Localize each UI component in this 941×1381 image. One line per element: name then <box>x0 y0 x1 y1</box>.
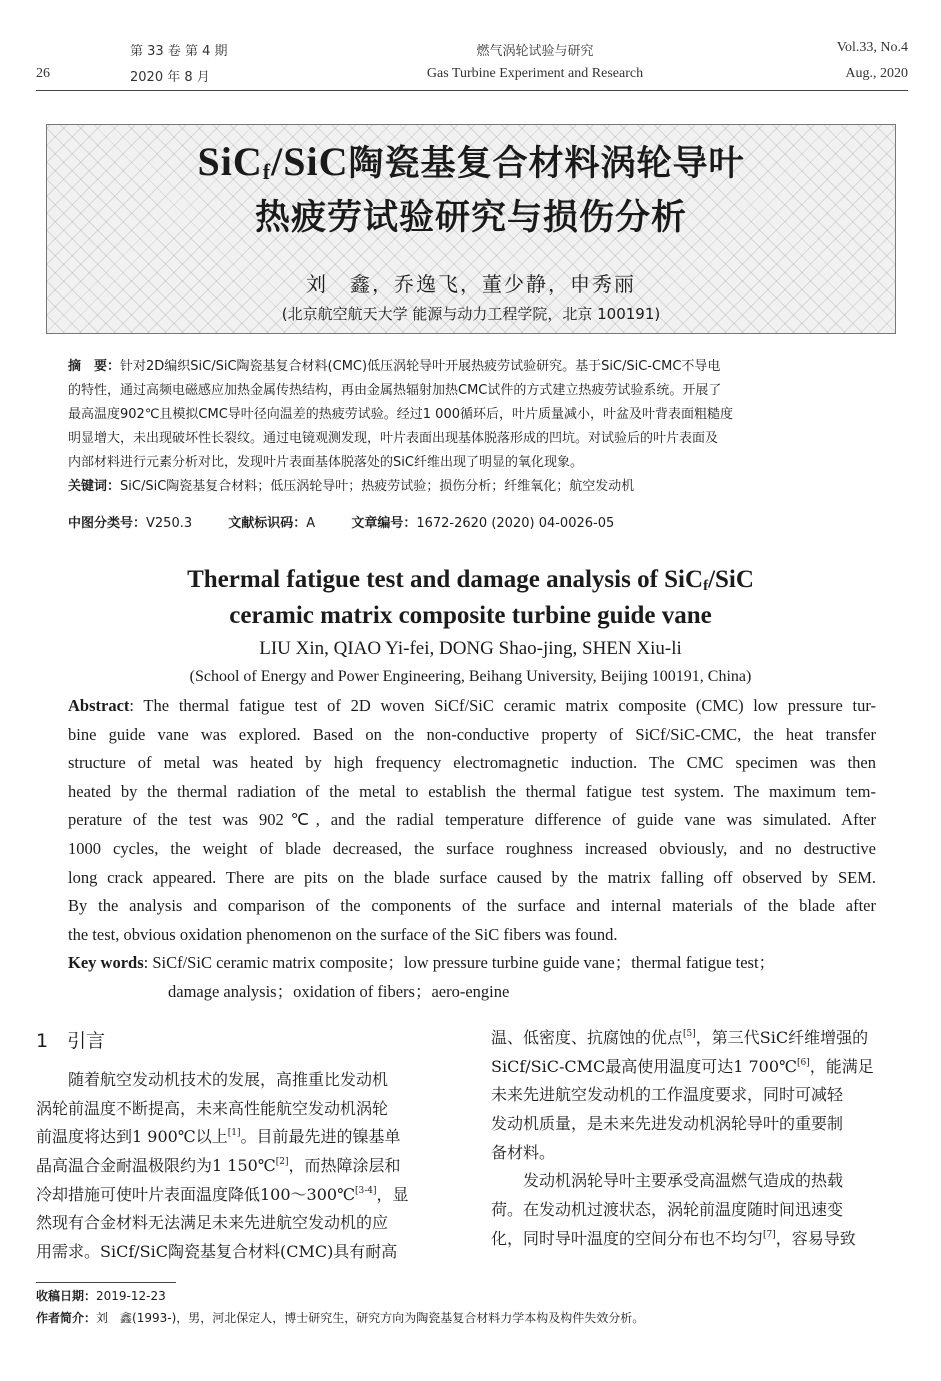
volume-en: Vol.33, No.4 <box>836 40 908 55</box>
abstract-en-line: By the analysis and comparison of the components of the surface and internal materials of the blade after <box>68 896 876 916</box>
abstract-en-line: perature of the test was 902℃, and the radial temperature difference of guide vane was simulated. After <box>68 810 876 830</box>
keywords-en: Key words: SiCf/SiC ceramic matrix composite；low pressure turbine guide vane；thermal fatigue test； <box>68 953 776 973</box>
section-heading-introduction: 1 引言 <box>36 1030 106 1052</box>
affiliation-cn: (北京航空航天大学 能源与动力工程学院，北京 100191) <box>281 305 661 323</box>
body-text-line: 发动机质量，是未来先进发动机涡轮导叶的重要制 <box>491 1114 844 1134</box>
abstract-en-line: 1000 cycles, the weight of blade decreased, the surface roughness increased obviously, and no destructive <box>68 838 876 858</box>
abstract-cn-line: 摘 要：针对2D编织SiC/SiC陶瓷基复合材料(CMC)低压涡轮导叶开展热疲劳试验研究。基于SiC/SiC-CMC不导电 <box>68 359 721 374</box>
abstract-en-line: heated by the thermal radiation of the metal to establish the thermal fatigue test system. The maximum tem- <box>68 781 876 801</box>
body-text-line: SiCf/SiC-CMC最高使用温度可达1 700℃[6]，能满足 <box>491 1056 874 1076</box>
footnote-rule <box>36 1282 176 1283</box>
abstract-en-line: long crack appeared. There are pits on the blade surface caused by the matrix falling off observed by SEM. <box>68 867 876 887</box>
abstract-cn-line: 的特性，通过高频电磁感应加热金属传热结构，再由金属热辐射加热CMC试件的方式建立热疲劳试验系统。开展了 <box>68 383 722 398</box>
body-text-line: 晶高温合金耐温极限约为1 150℃[2]，而热障涂层和 <box>36 1156 401 1176</box>
abstract-cn-line: 内部材料进行元素分析对比，发现叶片表面基体脱落处的SiC纤维出现了明显的氧化现象。 <box>68 455 583 470</box>
body-text-line: 发动机涡轮导叶主要承受高温燃气造成的热载 <box>491 1171 844 1191</box>
body-text-line: 然现有合金材料无法满足未来先进航空发动机的应 <box>36 1213 389 1233</box>
doc-code-label: 文献标识码： <box>228 516 307 531</box>
citation-ref: [6] <box>796 1057 810 1068</box>
body-text-line: 随着航空发动机技术的发展，高推重比发动机 <box>36 1070 389 1089</box>
title-cn-line1: SiC$_f$/SiC陶瓷基复合材料涡轮导叶 <box>197 139 745 184</box>
clc-value: V250.3 <box>146 516 193 531</box>
header-rule <box>36 90 908 91</box>
keywords-cn: 关键词：SiC/SiC陶瓷基复合材料；低压涡轮导叶；热疲劳试验；损伤分析；纤维氧化；航空发动机 <box>68 479 635 494</box>
body-text-line: 前温度将达到1 900℃以上[1]。目前最先进的镍基单 <box>36 1127 401 1147</box>
abstract-cn-line: 最高温度902℃且模拟CMC导叶径向温差的热疲劳试验。经过1 000循环后，叶片质量减小，叶盆及叶背表面粗糙度 <box>68 407 734 422</box>
volume-issue: 第 33 卷 第 4 期 <box>130 44 228 59</box>
authors-cn: 刘 鑫，乔逸飞，董少静，申秀丽 <box>306 272 636 296</box>
body-text-line: 涡轮前温度不断提高，未来高性能航空发动机涡轮 <box>36 1098 389 1118</box>
issue-date-cn: 2020 年 8 月 <box>130 70 210 85</box>
authors-en: LIU Xin, QIAO Yi-fei, DONG Shao-jing, SHEN Xiu-li <box>259 638 682 659</box>
body-text-line: 备材料。 <box>491 1142 556 1162</box>
keywords-en-continued: damage analysis；oxidation of fibers；aero-engine <box>168 981 510 1001</box>
abstract-en-line: the test, obvious oxidation phenomenon on the surface of the SiC fibers was found. <box>68 924 618 944</box>
body-text-line: 化，同时导叶温度的空间分布也不均匀[7]，容易导致 <box>491 1228 856 1248</box>
clc-label: 中图分类号： <box>68 516 147 531</box>
page-number: 26 <box>36 66 50 81</box>
abstract-en-line: Abstract: The thermal fatigue test of 2D woven SiCf/SiC ceramic matrix composite (CMC) low pressure tur- <box>68 696 876 715</box>
title-en-line2: ceramic matrix composite turbine guide vane <box>229 602 712 629</box>
abstract-cn-line: 明显增大，未出现破坏性长裂纹。通过电镜观测发现，叶片表面出现基体脱落形成的凹坑。对试验后的叶片表面及 <box>68 431 719 446</box>
citation-ref: [2] <box>275 1157 289 1168</box>
title-cn-line2: 热疲劳试验研究与损伤分析 <box>254 198 687 238</box>
body-text-line: 用需求。SiCf/SiC陶瓷基复合材料(CMC)具有耐高 <box>36 1242 398 1262</box>
title-en-line1: Thermal fatigue test and damage analysis of SiC$_f$/SiC <box>187 566 754 594</box>
citation-ref: [7] <box>763 1229 776 1240</box>
citation-ref: [1] <box>227 1128 241 1139</box>
abstract-en-line: bine guide vane was explored. Based on the non-conductive property of SiCf/SiC-CMC, the heat transfer <box>68 724 876 744</box>
journal-name-cn: 燃气涡轮试验与研究 <box>476 44 594 59</box>
body-text-line: 未来先进航空发动机的工作温度要求，同时可减轻 <box>491 1085 844 1105</box>
article-number-label: 文章编号： <box>351 516 417 531</box>
body-text-line: 冷却措施可使叶片表面温度降低100～300℃[3-4]，显 <box>36 1184 409 1204</box>
affiliation-en: (School of Energy and Power Engineering, Beihang University, Beijing 100191, China) <box>189 668 752 685</box>
body-column-right <box>491 1024 911 1254</box>
abstract-cn <box>68 355 876 499</box>
classification-row <box>68 512 614 531</box>
body-text-line: 温、低密度、抗腐蚀的优点[5]，第三代SiC纤维增强的 <box>491 1028 869 1047</box>
doc-code-value: A <box>306 516 316 531</box>
citation-ref: [3-4] <box>354 1185 377 1196</box>
citation-ref: [5] <box>683 1029 696 1039</box>
abstract-en-line: structure of metal was heated by high frequency electromagnetic induction. The CMC specimen was then <box>68 753 876 773</box>
abstract-en <box>68 692 876 1007</box>
journal-name-en: Gas Turbine Experiment and Research <box>426 66 644 81</box>
body-column-left <box>36 1066 456 1267</box>
issue-date-en: Aug., 2020 <box>845 66 908 81</box>
article-number-value: 1672-2620 (2020) 04-0026-05 <box>416 516 615 531</box>
received-date: 收稿日期：2019-12-23 <box>36 1289 166 1303</box>
body-text-line: 荷。在发动机过渡状态，涡轮前温度随时间迅速变 <box>491 1200 844 1220</box>
author-bio: 作者简介：刘 鑫(1993-)，男，河北保定人，博士研究生，研究方向为陶瓷基复合材料力学本构及构件失效分析。 <box>36 1311 645 1325</box>
